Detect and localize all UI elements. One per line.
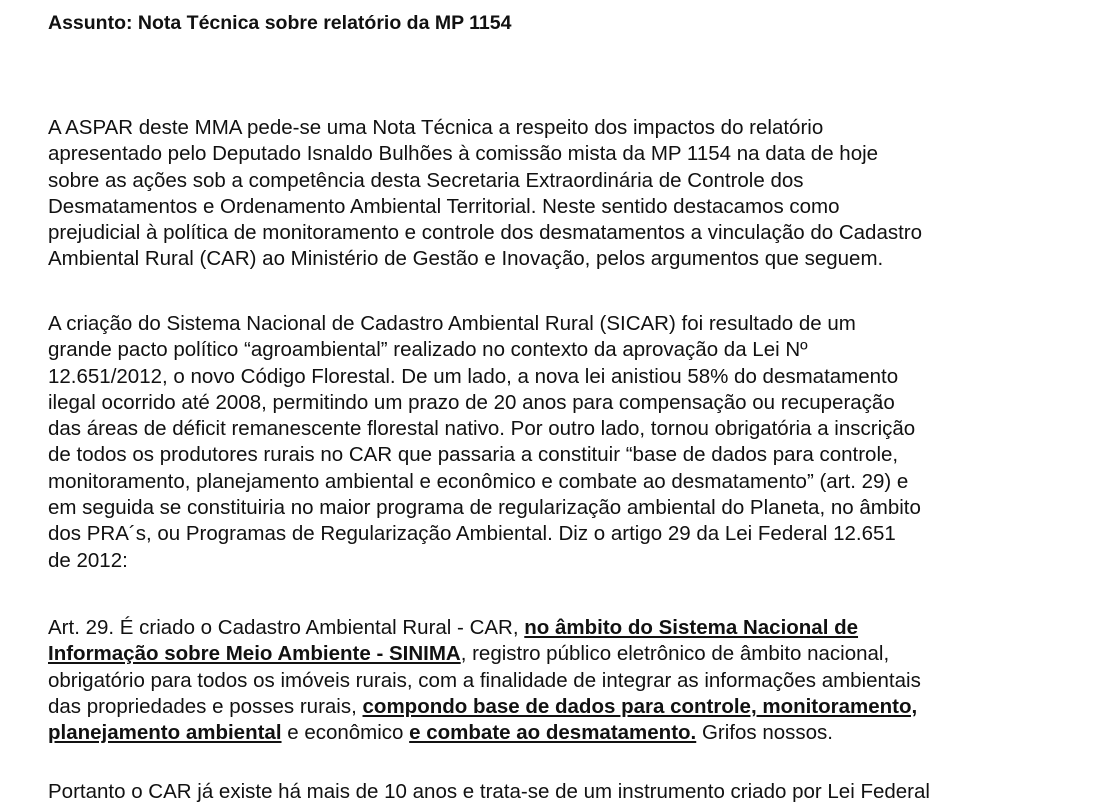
paragraph-line: monitoramento, planejamento ambiental e econômico e combate ao desmatamento” (art. 29) e <box>48 469 909 493</box>
paragraph-line: ilegal ocorrido até 2008, permitindo um prazo de 20 anos para compensação ou recuperação <box>48 390 895 414</box>
article-text: , registro público eletrônico de âmbito nacional, <box>460 642 890 666</box>
paragraph-line: das áreas de déficit remanescente florestal nativo. Por outro lado, tornou obrigatória a inscrição <box>48 417 916 441</box>
article-emphasis: e combate ao desmatamento. <box>409 721 697 745</box>
paragraph-line: Desmatamentos e Ordenamento Ambiental Territorial. Neste sentido destacamos como <box>48 194 840 218</box>
paragraph-line <box>48 694 921 720</box>
paragraph-article-29 <box>48 615 921 746</box>
article-emphasis: compondo base de dados para controle, monitoramento, <box>362 694 918 718</box>
paragraph-line: A criação do Sistema Nacional de Cadastro Ambiental Rural (SICAR) foi resultado de um <box>48 312 856 335</box>
article-emphasis: no âmbito do Sistema Nacional de <box>524 616 859 639</box>
paragraph-line: Portanto o CAR já existe há mais de 10 anos e trata-se de um instrumento criado por Lei Federal <box>48 780 930 803</box>
paragraph-line: apresentado pelo Deputado Isnaldo Bulhões à comissão mista da MP 1154 na data de hoje <box>48 142 879 166</box>
article-emphasis: Informação sobre Meio Ambiente - SINIMA <box>48 642 461 666</box>
article-text: Art. 29. É criado o Cadastro Ambiental Rural - CAR, <box>48 616 525 639</box>
article-emphasis: planejamento ambiental <box>48 721 282 745</box>
paragraph-line: sobre as ações sob a competência desta Secretaria Extraordinária de Controle dos <box>48 168 804 192</box>
paragraph-line: grande pacto político “agroambiental” realizado no contexto da aprovação da Lei Nº <box>48 338 808 362</box>
paragraph-line: Ambiental Rural (CAR) ao Ministério de Gestão e Inovação, pelos argumentos que seguem. <box>48 247 884 271</box>
article-text: Grifos nossos. <box>696 721 833 745</box>
paragraph-conclusion <box>48 779 930 805</box>
paragraph-line <box>48 720 921 746</box>
article-text: das propriedades e posses rurais, <box>48 694 363 718</box>
paragraph-line <box>48 615 921 641</box>
paragraph-line: de todos os produtores rurais no CAR que passaria a constituir “base de dados para controle, <box>48 443 899 467</box>
paragraph-aspar-request <box>48 115 922 273</box>
document-subject: Assunto: Nota Técnica sobre relatório da MP 1154 <box>48 12 512 34</box>
paragraph-line <box>48 641 921 667</box>
paragraph-line: dos PRA´s, ou Programas de Regularização Ambiental. Diz o artigo 29 da Lei Federal 12.651 <box>48 522 896 546</box>
paragraph-line: em seguida se constituiria no maior programa de regularização ambiental do Planeta, no âmbito <box>48 496 921 520</box>
paragraph-line: 12.651/2012, o novo Código Florestal. De um lado, a nova lei anistiou 58% do desmatamento <box>48 364 899 388</box>
paragraph-line: de 2012: <box>48 548 128 572</box>
paragraph-line: obrigatório para todos os imóveis rurais, com a finalidade de integrar as informações ambientais <box>48 668 921 692</box>
paragraph-line: A ASPAR deste MMA pede-se uma Nota Técnica a respeito dos impactos do relatório <box>48 116 824 139</box>
paragraph-line: prejudicial à política de monitoramento e controle dos desmatamentos a vinculação do Cadastro <box>48 221 923 245</box>
paragraph-sicar-history <box>48 311 921 574</box>
article-text: e econômico <box>281 721 410 745</box>
